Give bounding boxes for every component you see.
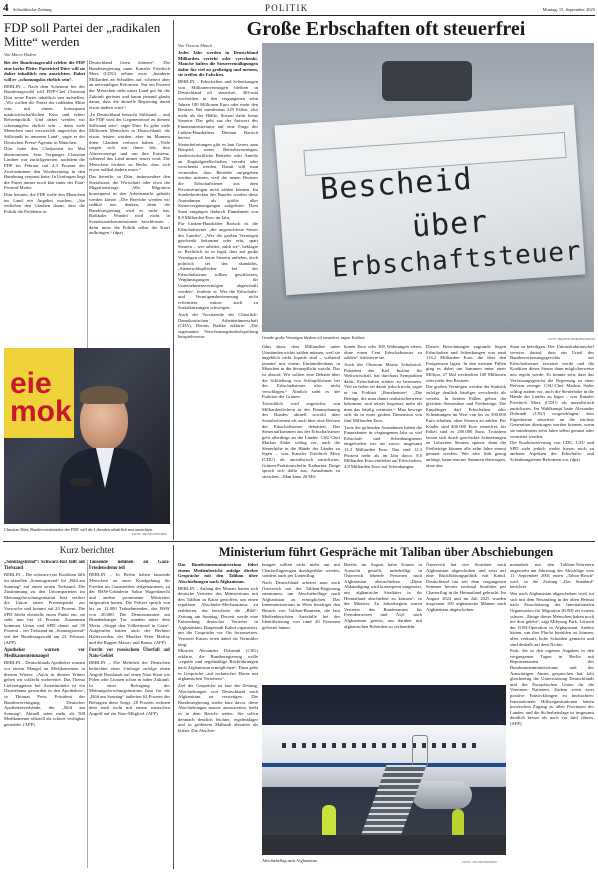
erbschaft-photo-credit: FOTO: BEATRIX BOELZIG/IMAGO [548, 337, 596, 341]
fdp-photo-credit: FOTO: JAN WOITAS/DPA [132, 532, 167, 536]
fdp-lead: Bei der Bundestagswahl erlebte die FDP eine herbe Pleite. Parteichef Dürr will sie daher inhaltlich neu ausrichten. Dabei will er „schonungslos ehrlich sein“. [4, 60, 85, 82]
taliban-paragraph: bungen sollten nicht mehr nur mit Charterflugzeugen durchgeführt werden, sondern auch per Linienflug. [262, 562, 340, 579]
header-rule [3, 15, 595, 16]
poster-lettering: eie mok [10, 367, 72, 428]
page-header [3, 2, 595, 16]
taliban-column-5 [510, 562, 594, 868]
news-item-body: BERLIN – Deutschlands Apotheker warnen vor einem Mangel an Medikamenten in diesem Winter. „Auch in diesem Winter gehen wir schlecht vorbereitet. Das Thema Lieferengpässe bei Arzneimitteln ist ein Dauerthema geworden in den Apotheken“, so Thomas Preis, Präsident der Bundesvereinigung Deutscher Apothekerverbände, der „Bild am Sonntag“. Aktuell seien mehr als 500 Medikamente offiziell als schwer verfügbar gemeldet. (AFP) [4, 660, 85, 727]
airplane-stripe [262, 763, 506, 767]
erbschaft-column-a [262, 344, 340, 536]
kurz-column-1 [4, 560, 85, 868]
erbschaft-paragraph: Trotz der geltenden Ausnahmen haben die Finanzämter in vergangenen Jahr so viel Erbschaft- und Schenkungsteuer eingefordert wie nie zuvor: insgesamt 13,3 Milliarden Euro. Das sind 12,3 Prozent mehr als im Jahr davor. 8,5 Milliarden Euro entfielen auf Erbschaften, 4,8 Milliarden Euro auf Schenkungen. [344, 424, 422, 469]
taliban-column-4 [426, 562, 506, 682]
page-number: 4 [3, 2, 9, 14]
news-item-body: BERLIN – Die Mehrheit der Deutschen befürchtet einer Umfrage zufolge einen Angriff Russlands auf einen Nato-Staat wie Polen oder Litauen schon in naher Zukunft. In einer Befragung des Meinungsforschungsinstituts Insa für die „Bild am Sonntag“ äußerten 62 Prozent der Befragten diese Sorge. 28 Prozent rechnen dem nach nicht mit einem russischen Angriff auf ein Nato-Mitglied. (AFP) [89, 660, 170, 716]
news-item-heading: Furcht vor russischem Überfall auf Nato-Gebiet [89, 648, 170, 659]
taliban-column-2 [262, 562, 340, 682]
binder-clip [382, 61, 472, 101]
fdp-paragraph: Das betreffe, so Dürr, insbesondere den Sozialstaat, die Wirtschaft oder etwa die Migrationsfrage. „Wie Migration konsequent in den Arbeitsmarkt gelenkt werden könne. „Die Bereiche werden wir radikal neu denken, denn die Bundesregierung wird es nicht tun. Radikaler Wandel wird nicht in Sozialstaatskommissionen beschlossen – dafür muss die Politik selbst die Kraft aufbringen.“ (dpa) [89, 174, 170, 236]
tarmac [262, 835, 506, 855]
news-item-heading: Tausende nehmen an Gaza-Friedensdemo teil [89, 560, 170, 571]
airplane-windows [282, 743, 482, 748]
erbschaft-paragraph: lionen Euro oder 300 Wohnungen erben, ohne einen Cent Erbschaftsteuer zu zahlen“, kritisierte sie. [344, 344, 422, 361]
taliban-headline: Ministerium führt Gespräche mit Taliban über Abschiebungen [218, 545, 554, 559]
erbschaft-paragraph: Tatsächlich wird angesichts von Milliardenlöchern in der Finanzplanung des Bundes aktuell sowohl über Sozialreformen als auch über eine Reform der Erbschaftsteuer debattiert. Das Steueraufkommen aus der Erbschaftsteuer geht allerdings an die Länder. CSU-Chef Markus Söder schlug vor, auch die Steuerhöhe in die Hände der Länder zu legen – was Kanzler Friedrich Merz (CDU) als unrealistisch zurückwies. Grünen-Fraktionschefin Katharina Dröge sprach sich dafür aus, Ausnahmen zu streichen. „Man kann 26 Mil- [262, 401, 340, 479]
erbschaft-paragraph: Diesen Berechnungen zugrunde liegen Erbschaften und Schenkungen von rund 113,2 Milliarden Euro, die über den Freigrenzen lagen. In den meisten Fällen ging es dabei um Summen unter einer Million, 27 Mal wechselten 100 Millionen oder mehr den Besitzer. [426, 344, 506, 383]
fdp-paragraph: Dürr betonte, die FDP wolle den Menschen im Land ein Angebot machen. „Sie verlieben den Glauben daran, dass die Politik die Probleme in [4, 192, 85, 214]
fdp-paragraph: „In Deutschland herrscht Stillstand – und die FDP wird der Gegenentwurf zu diesem Stillstand sein“, sagte Dürr. Es gebe viele Millionen Menschen in Deutschland, die etwas leisten würden, aber im Moment ihren Glauben verloren haben. „Viele sorgen sich um ihren Job, ihre Altersvorsorge und um ihre Existenz, während das Land immer teurer wird. Die Menschen fordern zu Recht, dass sich etwas radikal ändern muss.“ [89, 111, 170, 173]
erbschaft-column-b [344, 344, 422, 536]
taliban-photo [262, 685, 506, 855]
document-word-bescheid: Bescheid [318, 161, 474, 208]
taliban-paragraph: Minister Alexander Dobrindt (CSU) erklärte, die Bundesregierung wolle „regulär und regelmäßige Rückführungen nach Afghanistan ermöglichen“. Dazu gebe es Gespräche „auf technischer Ebene mit afghanischen Vertretern“. [178, 648, 258, 682]
taliban-column-3 [344, 562, 422, 682]
column-divider-main [173, 20, 174, 540]
fdp-photo-caption: Christian Dürr, Bundesvorsitzender der FDP, will die Liberalen inhaltlich neu ausrichten. [4, 527, 154, 532]
news-item-body: BERLIN – In Berlin haben tausende Menschen an einer Kundgebung für Frieden im Gazastreifen teilgenommen, zu der BSW-Gründerin Sahra Wagenknecht und andere prominente Mitstreiter aufgerufen hatten. Die Polizei sprach von bis zu 12.000 Teilnehmenden, das BSW von 20.000. Die Demonstranten am Brandenburger Tor standen unter dem Motto „Stoppt den Völkermord in Gaza“. Aufgerufen hatten auch der Berliner Hallervorden, der Musiker Peter Maffay und die Rapper Massiv und Bausa. (AFP) [89, 572, 170, 645]
newspaper-name: Schwäbische Zeitung [13, 7, 52, 12]
kurz-berichtet-heading: Kurz berichtet [59, 546, 115, 556]
erbschaft-column-c [426, 344, 506, 536]
fdp-photo [4, 348, 170, 524]
taliban-paragraph: Park, die in den eigenen Angaben in den vergangenen Tagen in Berlin mit Repräsentanten des Bundesinnenministeriums und des Auswärtigen Amtes gesprochen hat, lobt gleichzeitig die Unterstützung Deutschlands und der Europäischen Union für die Vereinten Nationen. Zudem seien zwei positive Entwicklungen zu beobachten: Internationale Hilfsorganisationen hätten inzwischen Zugang zu allen Provinzen des Landes, und die Sicherheitslage ist insgesamt deutlich besser als noch vor fünf Jahren. (AFP) [510, 648, 594, 726]
news-item-heading: Apotheker warnen vor Medikamentenmangel [4, 648, 85, 659]
erbschaft-photo [262, 43, 594, 332]
erbschaft-photo-caption: Gerade große Vermögen bleiben oft steuerfrei, sagen Kritiker. [262, 335, 366, 340]
erbschaft-lead: Jedes Jahr werden in Deutschland Milliarden vererbt oder verschenkt. Manche halten die Steuerermäßigungen dafür für viel zu großzügig und meinen, sie treffen die Falschen. [178, 50, 258, 78]
erbschaft-paragraph: Der Koalitionsvertrag von CDU, CSU und SPD sieht jedoch weder hierzu noch zu anderen Aspekten der Erbschafts- und Schenkungsteuer Reformen vor. (dpa) [510, 440, 594, 463]
taliban-paragraph: Ziel der Gespräche ist laut der Zeitung, Abschiebungen von Deutschland nach Afghanistan zu verstetigen. Die Bundesregierung strebe kurz davor, diese Abschiebungen massiv auszuweiten, heißt es in dem Bericht weiter. Sie sollen demnach deutlich leichter, regelmäßiger und in größerem Maßstab ablaufen als bisher. Die Abschie- [178, 683, 258, 733]
taliban-paragraph: BERLIN – Anfang des Monats hatten sich deutsche Vertreter des Ministeriums mit den Taliban in Katar getroffen, um einen regulären Abschiebe-Mechanismus zu etablieren, das berichtete die „Bild“-Zeitung am Sonntag. Derzeit werde eine Entsendung deutscher Vertreter in Afghanistans Hauptstadt Kabul organisiert, um die Gespräche vor Ort fortzusetzen. Vertreter Katars seien dabei als Vermittler tätig. [178, 585, 258, 647]
document-word-ueber: über [410, 204, 490, 245]
erbschaft-paragraph: BERLIN – Erbschaften und Schenkungen von Millionenvermögen bleiben in Deutschland oft steuerfrei. 463-mal wechselten in den vergangenen zehn Jahren 100 Millionen Euro oder mehr den Besitzer. Bei mindestens 229 Fällen, also mehr als der Hälfte, flossen dafür keine Steuern. Das geht aus der Antwort des Finanzministeriums auf eine Frage des Linken-Haushälters Dietmar Bartsch hervor. [178, 79, 258, 141]
taliban-column-1 [178, 562, 258, 868]
fdp-paragraph: BERLIN – Nach dem Scheitern bei der Bundestagswahl will FDP-Chef Christian Dürr seine Partei inhaltlich neu aufstellen. „Wir wollen die Partei der radikalen Mitte sein, mit einem konsequent marktwirtschaftlichen Kurs und echter Reformpolitik. Und dabei werden wir schonungslos ehrlich sein – denn viele Menschen sind verzweifelt angesichts des Stillstands in unserem Land“, sagte er der Deutschen Presse-Agentur in München. [4, 83, 85, 145]
fdp-paragraph: Dürr hatte den Chefposten im Mai übernommen. Sein Vorgänger Christian Lindner war zurückgetreten, nachdem die FDP im Februar mit 4,3 Prozent der Zweitstimmen den Wiedereinzug in den Bundestag verpasst hatte. In Umfragen liegt die Partei immer noch klar unter der Fünf-Prozent-Marke. [4, 146, 85, 191]
fdp-column-1 [4, 60, 85, 376]
issue-date: Montag, 15. September 2025 [542, 7, 595, 12]
erbschaft-paragraph: Für Linken-Haushälter Bartsch ist die Erbschaftsteuer „die ungerechteste Steuer des Landes“. „Wer die großen Vermögen geschenkt bekommt oder erbt, spart Steuern – wer arbeitet, zahlt sie“, beklagte er. Rechtlich ist es legal, dass auf große Vermögen oft keine Steuern anfielen, doch politisch sei das skandalös. „Steuerschlupflöcher bei der Erbschaftsteuer sollten geschlossen, Vergünstigungen für Unternehmensvermögen abgeschafft werden“, forderte er. Wer die Erbschafts- und Vermögensbesteuerung nicht reformiere, müsse auch zu Sozialkürzungen schweigen. [178, 221, 258, 311]
person-hair [80, 386, 128, 404]
taliban-paragraph: Wer nach Afghanistan abgeschoben wird, tut sich mit dem Neuanfang in der alten Heimat nach Einschätzung der Internationalen Organisation für Migration (IOM) oft extrem schwer. „Einige dieser Menschen haben noch nie dort gelebt“, sagt Mihyung Park, Leiterin der IOM-Operation in Afghanistan. Andere hätten, um ihre Flucht bezahlen zu können, alles verkauft, hohe Schulden gemacht und sind deshalb auf dem Nichts. [510, 591, 594, 647]
taliban-photo-caption: Abschiebeflug nach Afghanistan. [262, 858, 318, 863]
erbschaft-lead-column [178, 50, 258, 535]
microphone [70, 478, 92, 486]
kurz-column-2 [89, 560, 170, 868]
taliban-paragraph: Nach Deutschland arbeitet man auch Österreich mit der Taliban-Regierung zusammen, um Abschiebeflüge nach Afghanistan zu ermöglichen. Das Innenministerium in Wien bestätigte den Besuch von Taliban-Beamten, die laut Medienberichten Amtshilfe bei der Identifizierung von rund 20 Personen geleistet hätten. [262, 579, 340, 630]
erbschaft-paragraph: Auch der Vorsitzende der Christlich-Demokratischen Arbeitnehmerschaft (CDA), Dennis Radtke erklärte: „Die sogenannte Verschonungsbedarfsprüfung beispielsweise [178, 312, 258, 340]
taliban-paragraph: menarbeit mit den Taliban-Vertretern angestrebt am Jahrestag der Abschläge vom 11. September 2001 einen „Taboo-Bruch“ weil, so die Zeitung „Der Standard“ berichtet. [510, 562, 594, 590]
fdp-headline: FDP soll Partei der „radikalen Mitte“ werden [4, 20, 161, 49]
airplane-door [412, 735, 428, 767]
erbschaft-paragraph: Steuerbefreiungen gibt es laut Gesetz zum Beispiel, wenn Betriebsvermögen, landwirtschaftliche Betriebe oder Anteile an Kapitalgesellschaften vererbt oder verschenkt werden. Damit will man vermeiden, dass Betriebe aufgegeben werden müssen, weil die neuen Besitzer die Erbschaftsteuer aus dem Privatvermögen nicht zahlen können. Im Sonderbedecken der Bundes werden diese Ausnahmen als größte aller Steuervergünstigungen aufgelistet: Dem Staat entgingen dadurch Einnahmen von 8,8 Milliarden Euro im Jahr. [178, 141, 258, 220]
fdp-paragraph: Deutschland lösen können“. Die Bundesregierung unter Kanzler Friedrich Merz (CDU) nehme zwar „hunderte Milliarden an Schulden auf, scheitert aber an notwendigen Reformen. Nur ein Prozent der Menschen sieht unser Land gut für die Zukunft gerüstet und kaum jemand glaubt daran, dass die aktuelle Regierung daran etwas ändern wird.“ [89, 60, 170, 110]
kurz-column-divider [87, 560, 88, 868]
taliban-photo-credit: FOTO: JAN WOITAS/DPA [462, 860, 497, 864]
erbschaft-byline: Von Theresa Münch [178, 43, 213, 48]
erbschaft-paragraph: Die großen Vermögen werden der Statistik zufolge deutlich häufiger verschenkt als vererbt. In beiden Fällen gelten die gleichen Steuersätze und Freibeträge. Die Empfänger darf Erbschaften oder Schenkungen im Wert von bis zu 500.000 Euro erhalten, ohne Steuern zu zahlen. Für Kinder sind 400.000 Euro steuerfrei, für Enkel sind es 200.000 Euro. Trotzdem lassen sich durch geschickte Schenkungen zu Lebzeiten Steuern sparen: denn die Freibeträge können alle zehn Jahre erneut genutzt werden. Wer also früh genug anfängt, kann enorme Summen übertragen, ohne den [426, 384, 506, 468]
fdp-column-2 [89, 60, 170, 376]
erbschaft-paragraph: Staat zu beteiligen. Der Unionsfraktionschef verwies darauf, dass ein Urteil des Bundesverfassungsgerichts zur Erbschaftsteuer erwartet werde und die Koalition dieser Steuer dann möglicherweise neu regeln werde. Es könnte sein, dass das Verfassungsgericht die Regierung zu einer Reform zwinge. CSU-Chef Markus Söder schlug zudem vor, auch die Steuerhöhe in die Hände der Länder zu legen – was Kanzler Friedrich Merz (CDU) als unrealistisch zurückwies. Im Wahlkampf hatte Alexander Dobrindt (CSU) vorgeschlagen, dass Eigenheime steuerfrei an die nächste Generation übertragen werden können, wenn sie mindestens zehn Jahre selbst genutzt oder vermietet werden. [510, 344, 594, 439]
section-rule [3, 541, 595, 542]
erbschaft-headline: Große Erbschaften oft steuerfrei [246, 18, 526, 40]
fdp-column-divider [87, 60, 88, 376]
taliban-lead: Das Bundesinnenministerium führt einem Medienbericht zufolge direkte Gespräche mit den Taliban über Abschiebungen nach Afghanistan. [178, 562, 258, 584]
erbschaft-paragraph: Auch der Ökonom Moritz Schularick, Präsident des Kiel Institut für Weltwirtschaft, hat durchaus Sympathien dafür, Erbschaften stärker zu besteuern. Viel zu holen sei damit jedoch nicht, sagte er im Podcast „Ronzheimer“. „Die Beträge, die man damit realistischerweise bekommt, sind relativ begrenzt, mehr als man das häufig vermutet.“ Man bewege sich da in einer groben Dimension von fünf Milliarden Euro. [344, 361, 422, 423]
taliban-paragraph: Österreich hat vier Straftäter nach Afghanistan abgeschoben und setzt auf eine Rückführungspolitik mit Kabul. Deutschland hat seit dem vergangenen Sommer bereits zweimal Straftäter per Charterflug in ihr Heimatland gebracht. Im August 2024 und im Juli 2025 wurden insgesamt 109 afghanische Männer nach Afghanistan abgeschoben. [426, 562, 506, 612]
news-item-body: BERLIN – Die schwarz-rote Koalition fällt im aktuellen „Sonntagstrend“ für „Bild am Sonntag“ auf einen neuen Tiefstand. Die Zustimmung zu den Unionsparteien im Meinungsforschungsinstitut Insa verliert die Union einen Prozentpunkt zur Vorwoche und kommt auf 23 Prozent. Die SPD bleibt ebenfalls einen Punkt ein, sie steht nun bei 14 Prozent. Zusammen kommen Union und SPD damit auf 39 Prozent – ein Tiefstand im „Sonntagstrend“ seit der Bundestagswahl am 23. Februar. (AFP) [4, 572, 85, 645]
erbschaft-paragraph: führt dazu, dass Milliardäre unter Umständen nichts zahlen müssen, weil sie angeblich nicht liquide sind – während jemand mit einem Einfamilienhaus in München in die Steuerpflicht rutscht. Das ist absurd. Wir sollten eine Debatte über die Schließung von Schlupflöchern bei der Erbschaftsteuer also nicht verschlagen.“ Ähnlich sieht es der Fraktion der Grünen. [262, 344, 340, 400]
column-divider-lower [173, 545, 174, 869]
news-item-heading: „Sonntagstrend“: Schwarz-Rot fällt auf Tiefstand [4, 560, 85, 571]
document-word-erbschaftsteuer: Erbschaftsteuer [331, 236, 583, 284]
taliban-paragraph: Bereits im August hatte Karner in Aussicht gestellt, unbehelligt in Österreich lebende Personen nach Afghanistan abzuschieben. „Diese Abkündigung wird konsequent umgesetzt, um afghanische Straftäter in ihr Heimatland abschieben zu können“, so der Minister. Zu Jahresbeginn waren Vertreter des Bundesamtes für Fremdenwesen und Asyl nach Afghanistan gereist, um darüber mit afghanischen Behörden zu verhandeln. [344, 562, 422, 629]
airplane-engine [412, 781, 472, 809]
section-title: POLITIK [265, 3, 309, 13]
erbschaft-column-d [510, 344, 594, 536]
fdp-byline: Von Marco Hadem [4, 52, 37, 57]
